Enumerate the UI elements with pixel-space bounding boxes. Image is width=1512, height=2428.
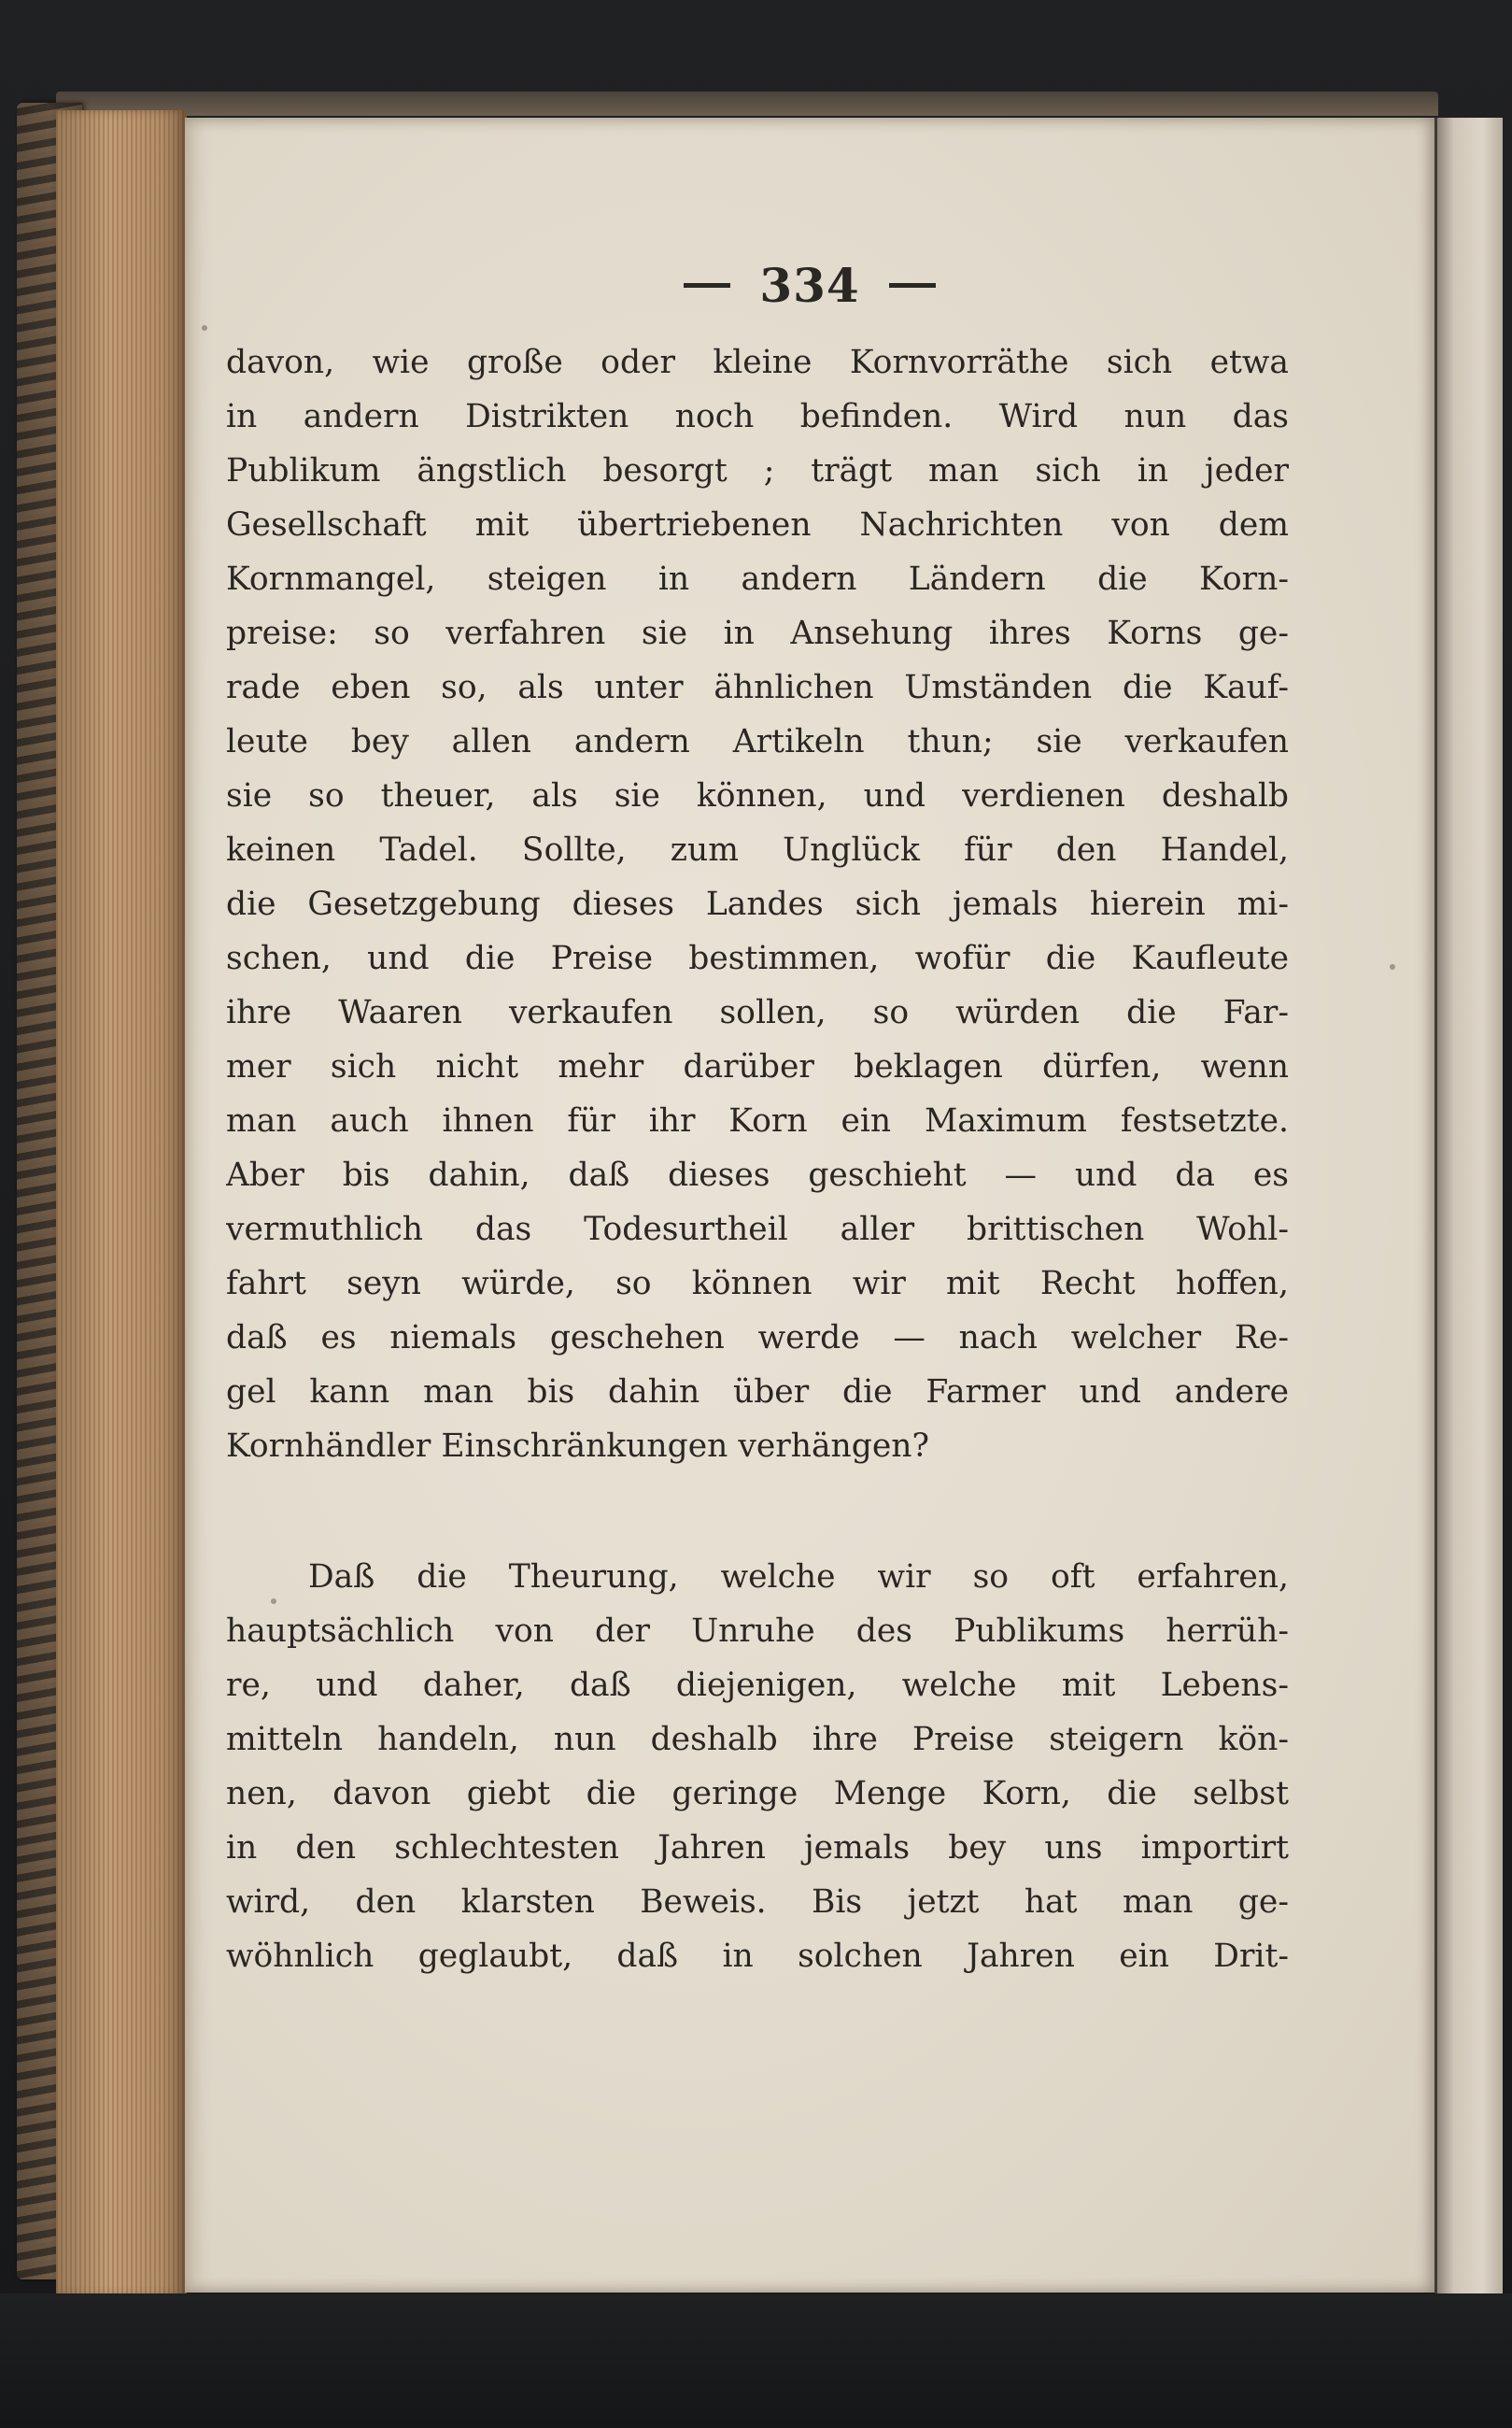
text-line: mitteln handeln, nun deshalb ihre Preise steigern kön- [226,1721,1289,1758]
table-shadow [0,2293,1512,2428]
page-block-edge [56,110,187,2296]
text-line: vermuthlich das Todesurtheil aller brittischen Wohl- [226,1211,1289,1248]
facing-page-edge [1434,118,1503,2294]
paper-speck [202,325,207,331]
text-line: die Gesetzgebung dieses Landes sich jemals hierein mi- [226,886,1289,923]
text-line: preise: so verfahren sie in Ansehung ihres Korns ge- [226,615,1289,652]
text-line: Kornhändler Einschränkungen verhängen? [226,1427,929,1465]
text-line: fahrt seyn würde, so können wir mit Recht hoffen, [226,1265,1289,1302]
text-line: re, und daher, daß diejenigen, welche mit Lebens- [226,1667,1289,1704]
text-line: wöhnlich geglaubt, daß in solchen Jahren ein Drit- [226,1938,1289,1975]
text-line: gel kann man bis dahin über die Farmer und andere [226,1373,1289,1411]
text-line: rade eben so, als unter ähnlichen Umständen die Kauf- [226,669,1289,706]
paper-speck [1390,964,1395,970]
text-line: man auch ihnen für ihr Korn ein Maximum festsetzte. [226,1102,1289,1140]
page-number: 334 [759,258,860,313]
text-line: Kornmangel, steigen in andern Ländern die Korn- [226,561,1289,598]
text-line: leute bey allen andern Artikeln thun; sie verkaufen [226,723,1289,760]
text-line: Publikum ängstlich besorgt ; trägt man sich in jeder [226,452,1289,490]
text-line: in andern Distrikten noch befinden. Wird nun das [226,398,1289,435]
text-line: in den schlechtesten Jahren jemals bey uns importirt [226,1829,1289,1867]
text-line: Gesellschaft mit übertriebenen Nachrichten von dem [226,506,1289,544]
header-dash-left [684,283,730,288]
text-line: ihre Waaren verkaufen sollen, so würden die Far- [226,994,1289,1031]
page-header [185,258,1434,333]
text-line: daß es niemals geschehen werde — nach welcher Re- [226,1319,1289,1356]
text-line: Daß die Theurung, welche wir so oft erfahren, [308,1558,1289,1596]
text-line: Aber bis dahin, daß dieses geschieht — und da es [226,1157,1289,1194]
header-dash-right [889,283,936,288]
text-line: wird, den klarsten Beweis. Bis jetzt hat man ge- [226,1883,1289,1921]
paper-speck [271,1598,276,1604]
text-line: hauptsächlich von der Unruhe des Publikums herrüh- [226,1612,1289,1650]
text-line: nen, davon giebt die geringe Menge Korn, die selbst [226,1775,1289,1812]
text-line: davon, wie große oder kleine Kornvorräthe sich etwa [226,344,1289,381]
book-cover-top [56,92,1438,116]
text-line: sie so theuer, als sie können, und verdienen deshalb [226,777,1289,815]
text-line: mer sich nicht mehr darüber beklagen dürfen, wenn [226,1048,1289,1086]
text-line: keinen Tadel. Sollte, zum Unglück für den Handel, [226,831,1289,869]
text-line: schen, und die Preise bestimmen, wofür die Kaufleute [226,940,1289,977]
